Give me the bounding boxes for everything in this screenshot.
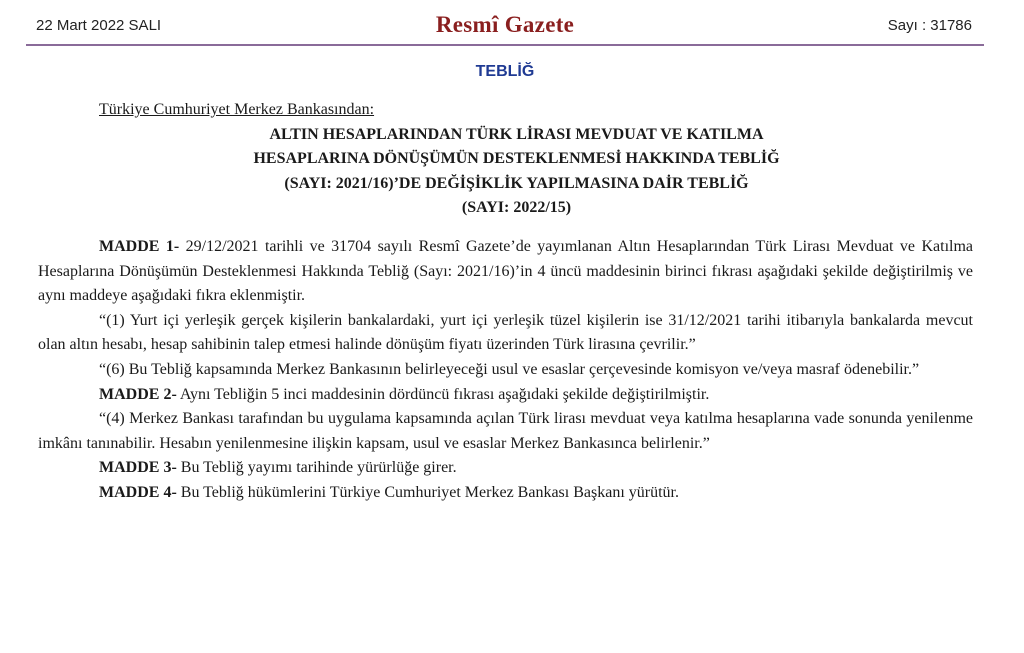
paragraph-text: Aynı Tebliğin 5 inci maddesinin dördüncü fıkrası aşağıdaki şekilde değiştirilmiştir. [176, 385, 710, 403]
paragraph [38, 235, 973, 309]
heading-line: (SAYI: 2022/15) [461, 199, 572, 217]
document-body [38, 98, 973, 506]
article-label: MADDE 3- [99, 459, 177, 477]
articles [38, 235, 973, 506]
paragraph [38, 481, 973, 506]
article-label: MADDE 4- [99, 483, 177, 501]
publication-date: 22 Mart 2022 SALI [36, 17, 162, 34]
paragraph-text: Bu Tebliğ hükümlerini Türkiye Cumhuriyet Merkez Bankası Başkanı yürütür. [176, 483, 679, 501]
paragraph-text: “(4) Merkez Bankası tarafından bu uygulama kapsamında açılan Türk lirası mevduat veya katılma hesaplarına vade sonunda yenilenme imkânı tanınabilir. Hesabın yenilenmesine ilişkin kapsam, usul ve esaslar Merkez Bankasınca belirlenir.” [38, 410, 973, 452]
gazette-header [26, 0, 984, 46]
heading-line: ALTIN HESAPLARINDAN TÜRK LİRASI MEVDUAT VE KATILMA [269, 125, 764, 143]
article-label: MADDE 1- [99, 237, 180, 255]
paragraph [38, 309, 973, 358]
heading-line: (SAYI: 2021/16)’DE DEĞİŞİKLİK YAPILMASINA DAİR TEBLİĞ [284, 174, 749, 192]
issue-number: Sayı : 31786 [887, 17, 972, 34]
section-title: TEBLİĞ [475, 63, 535, 80]
paragraph-text: 29/12/2021 tarihli ve 31704 sayılı Resmî Gazete’de yayımlanan Altın Hesaplarından Türk Lirası Mevduat ve Katılma Hesaplarına Dönüşümün Desteklenmesi Hakkında Tebliğ (Sayı: 2021/16)’in 4 üncü maddesinin birinci fıkrası aşağıdaki şekilde değiştirilmiş ve aynı maddeye aşağıdaki fıkra eklenmiştir. [38, 237, 974, 305]
issuing-authority: Türkiye Cumhuriyet Merkez Bankasından: [99, 101, 375, 118]
paragraph-text: Bu Tebliğ yayımı tarihinde yürürlüğe girer. [176, 459, 457, 477]
document-heading [60, 123, 973, 221]
paragraph [38, 456, 973, 481]
paragraph [38, 358, 973, 383]
paragraph [38, 407, 973, 456]
paragraph-text: “(6) Bu Tebliğ kapsamında Merkez Bankasının belirleyeceği usul ve esaslar çerçevesinde komisyon ve/veya masraf ödenebilir.” [99, 360, 920, 378]
article-label: MADDE 2- [99, 385, 177, 403]
paragraph [38, 383, 973, 408]
gazette-title: Resmî Gazete [435, 12, 575, 37]
heading-line: HESAPLARINA DÖNÜŞÜMÜN DESTEKLENMESİ HAKKINDA TEBLİĞ [253, 150, 780, 168]
paragraph-text: “(1) Yurt içi yerleşik gerçek kişilerin bankalardaki, yurt içi yerleşik tüzel kişilerin ise 31/12/2021 tarihi itibarıyla bankalarda mevcut olan altın hesabı, hesap sahibinin talep etmesi halinde dönüşüm fiyatı üzerinden Türk lirasına çevrilir.” [38, 311, 973, 354]
